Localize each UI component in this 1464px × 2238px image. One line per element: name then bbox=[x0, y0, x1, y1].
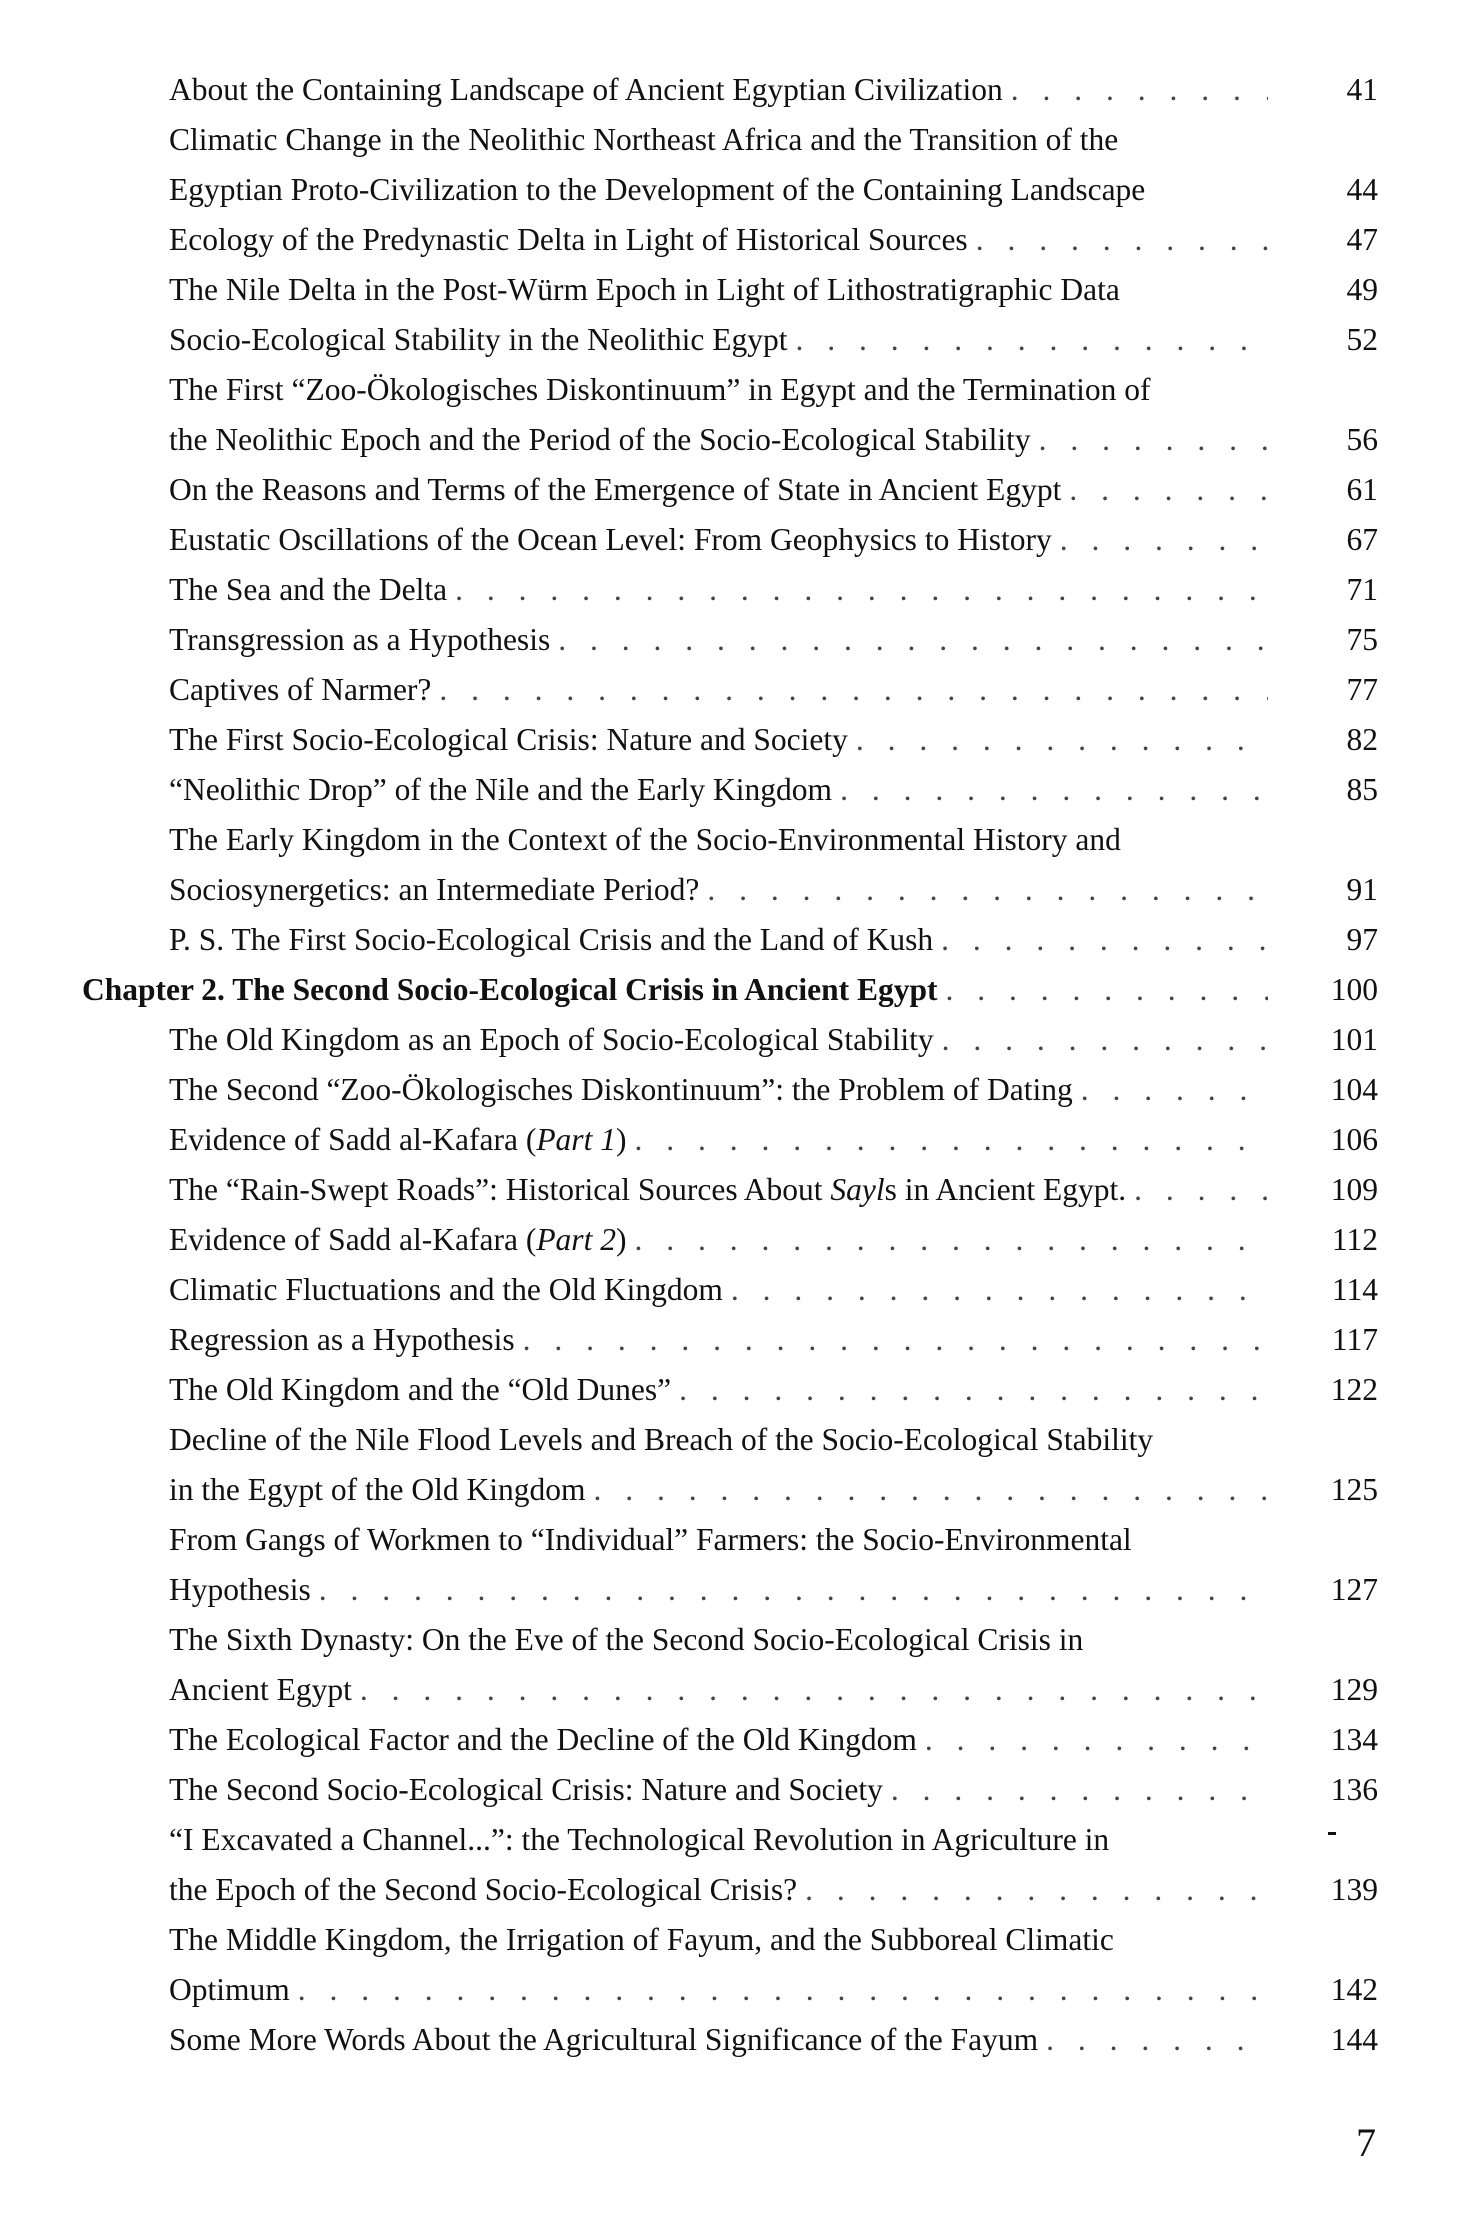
toc-entry-page: 97 bbox=[1346, 922, 1378, 957]
toc-entry-page: 139 bbox=[1330, 1872, 1378, 1907]
toc-entry-title: The Ecological Factor and the Decline of the Old Kingdom bbox=[169, 1722, 917, 1757]
toc-entry-title: The First Socio-Ecological Crisis: Nature and Society bbox=[169, 722, 848, 757]
toc-entry[interactable] bbox=[169, 515, 1378, 565]
toc-entry-page: 52 bbox=[1346, 322, 1378, 357]
toc-entry[interactable] bbox=[169, 1265, 1378, 1315]
toc-entry[interactable] bbox=[169, 765, 1378, 815]
toc-entry-title-line: The First “Zoo-Ökologisches Diskontinuum” in Egypt and the Termination of bbox=[169, 372, 1151, 407]
dot-leader bbox=[360, 1665, 1268, 1715]
toc-entry-title-line: “I Excavated a Channel...”: the Technological Revolution in Agriculture in bbox=[169, 1822, 1110, 1857]
toc-entry-title-line: Decline of the Nile Flood Levels and Breach of the Socio-Ecological Stability bbox=[169, 1422, 1154, 1457]
toc-entry[interactable] bbox=[169, 315, 1378, 365]
toc-entry-title: Evidence of Sadd al-Kafara (Part 1) bbox=[169, 1122, 627, 1157]
toc-entry-title-line: Ancient Egypt bbox=[169, 1672, 352, 1707]
dot-leader bbox=[634, 1115, 1268, 1165]
toc-entry-title: The Old Kingdom as an Epoch of Socio-Ecological Stability bbox=[169, 1022, 934, 1057]
toc-entry[interactable] bbox=[169, 2015, 1378, 2065]
toc-entry-title: Climatic Fluctuations and the Old Kingdom bbox=[169, 1272, 723, 1307]
toc-entry-page: 136 bbox=[1330, 1772, 1378, 1807]
toc-entry-title-line: the Neolithic Epoch and the Period of the Socio-Ecological Stability bbox=[169, 422, 1031, 457]
toc-entry-page: 144 bbox=[1330, 2022, 1378, 2057]
toc-entry[interactable] bbox=[169, 1915, 1378, 2015]
toc-entry-title: Regression as a Hypothesis bbox=[169, 1322, 515, 1357]
toc-entry-title: Captives of Narmer? bbox=[169, 672, 432, 707]
toc-entry-page: 47 bbox=[1346, 222, 1378, 257]
dot-leader bbox=[523, 1315, 1268, 1365]
toc-entry-title: Some More Words About the Agricultural Significance of the Fayum bbox=[169, 2022, 1039, 2057]
dot-leader bbox=[319, 1565, 1268, 1615]
dot-leader bbox=[707, 865, 1268, 915]
toc-entry[interactable] bbox=[169, 65, 1378, 115]
toc-entry-title: The Second Socio-Ecological Crisis: Nature and Society bbox=[169, 1772, 883, 1807]
toc-entry[interactable] bbox=[169, 465, 1378, 515]
toc-entry-title-line: Sociosynergetics: an Intermediate Period? bbox=[169, 872, 700, 907]
dot-leader bbox=[925, 1715, 1268, 1765]
dot-leader bbox=[840, 765, 1268, 815]
dot-leader bbox=[796, 315, 1268, 365]
toc-entry[interactable] bbox=[169, 915, 1378, 965]
toc-entry[interactable] bbox=[169, 665, 1378, 715]
toc-entry[interactable] bbox=[169, 615, 1378, 665]
toc-entry-title-line: The Sixth Dynasty: On the Eve of the Second Socio-Ecological Crisis in bbox=[169, 1622, 1084, 1657]
toc-entry-page: 125 bbox=[1330, 1472, 1378, 1507]
toc-entry-page: 41 bbox=[1346, 72, 1378, 107]
dot-leader bbox=[941, 915, 1268, 965]
dot-leader bbox=[634, 1215, 1268, 1265]
toc-entry[interactable] bbox=[169, 1765, 1378, 1815]
dot-leader bbox=[976, 215, 1268, 265]
dot-leader bbox=[455, 565, 1268, 615]
toc-entry[interactable] bbox=[169, 1365, 1378, 1415]
dot-leader bbox=[439, 665, 1268, 715]
toc-entry-title-line: the Epoch of the Second Socio-Ecological Crisis? bbox=[169, 1872, 798, 1907]
toc-entry-page: 77 bbox=[1346, 672, 1378, 707]
dot-leader bbox=[946, 965, 1268, 1015]
toc-entry-title: Evidence of Sadd al-Kafara (Part 2) bbox=[169, 1222, 627, 1257]
dot-leader bbox=[1134, 1165, 1268, 1215]
toc-entry-page: 49 bbox=[1346, 272, 1378, 307]
toc-entry-page: 61 bbox=[1346, 472, 1378, 507]
toc-entry-page: 127 bbox=[1330, 1572, 1378, 1607]
toc-entry-title: The Sea and the Delta bbox=[169, 572, 448, 607]
toc-entry-page: 91 bbox=[1346, 872, 1378, 907]
toc-entry-page: 109 bbox=[1330, 1172, 1378, 1207]
toc-entry[interactable] bbox=[169, 1415, 1378, 1515]
dot-leader bbox=[1081, 1065, 1268, 1115]
dot-leader bbox=[1011, 65, 1268, 115]
toc-entry-page: 67 bbox=[1346, 522, 1378, 557]
dot-leader bbox=[731, 1265, 1268, 1315]
toc-entry-page: 129 bbox=[1330, 1672, 1378, 1707]
toc-entry-page: 104 bbox=[1330, 1072, 1378, 1107]
dot-leader bbox=[856, 715, 1268, 765]
toc-entry-title: About the Containing Landscape of Ancient Egyptian Civilization bbox=[169, 72, 1003, 107]
toc-entry-title: The Nile Delta in the Post-Würm Epoch in Light of Lithostratigraphic Data bbox=[169, 272, 1120, 307]
toc-entry-title: The “Rain-Swept Roads”: Historical Sources About Sayls in Ancient Egypt. bbox=[169, 1172, 1127, 1207]
dot-leader bbox=[558, 615, 1268, 665]
toc-entry-page: 44 bbox=[1346, 172, 1378, 207]
toc-entry[interactable] bbox=[169, 265, 1378, 315]
toc-entry-title: Transgression as a Hypothesis bbox=[169, 622, 551, 657]
toc-entry-title-line: From Gangs of Workmen to “Individual” Farmers: the Socio-Environmental bbox=[169, 1522, 1132, 1557]
dot-leader bbox=[298, 1965, 1268, 2015]
toc-entry[interactable] bbox=[169, 1315, 1378, 1365]
toc-entry[interactable] bbox=[169, 565, 1378, 615]
toc-entry-title: The Old Kingdom and the “Old Dunes” bbox=[169, 1372, 672, 1407]
toc-entry-page: 112 bbox=[1331, 1222, 1378, 1257]
toc-entry-page: 122 bbox=[1330, 1372, 1378, 1407]
toc-entry[interactable] bbox=[169, 1015, 1378, 1065]
toc-entry-title-line: The Early Kingdom in the Context of the Socio-Environmental History and bbox=[169, 822, 1121, 857]
toc-entry-page: 114 bbox=[1331, 1272, 1378, 1307]
dot-leader bbox=[679, 1365, 1268, 1415]
toc-entry-title-line: in the Egypt of the Old Kingdom bbox=[169, 1472, 586, 1507]
toc-entry[interactable] bbox=[169, 365, 1378, 465]
toc-entry-title: The Second “Zoo-Ökologisches Diskontinuum”: the Problem of Dating bbox=[169, 1072, 1073, 1107]
dot-leader bbox=[1039, 415, 1268, 465]
toc-entry-title-line: The Middle Kingdom, the Irrigation of Fayum, and the Subboreal Climatic bbox=[169, 1922, 1114, 1957]
toc-entry[interactable] bbox=[169, 1615, 1378, 1715]
dot-leader bbox=[942, 1015, 1268, 1065]
toc-entry-title: P. S. The First Socio-Ecological Crisis and the Land of Kush bbox=[169, 922, 934, 957]
toc-entry-page: 71 bbox=[1346, 572, 1378, 607]
dot-leader bbox=[805, 1865, 1268, 1915]
toc-entry[interactable] bbox=[169, 815, 1378, 915]
toc-entry[interactable] bbox=[169, 1115, 1378, 1165]
toc-entry-page: 106 bbox=[1330, 1122, 1378, 1157]
toc-entry-title-line: Climatic Change in the Neolithic Northeast Africa and the Transition of the bbox=[169, 122, 1119, 157]
dot-leader bbox=[1069, 465, 1268, 515]
toc-entry-page: 134 bbox=[1330, 1722, 1378, 1757]
toc-entry-title: On the Reasons and Terms of the Emergence of State in Ancient Egypt bbox=[169, 472, 1062, 507]
toc-entry[interactable] bbox=[169, 115, 1378, 215]
toc-entry-page: 75 bbox=[1346, 622, 1378, 657]
toc-entry-page: 142 bbox=[1330, 1972, 1378, 2007]
toc-entry-page: 82 bbox=[1346, 722, 1378, 757]
toc-chapter-heading[interactable] bbox=[82, 965, 1378, 1015]
toc-entry[interactable] bbox=[169, 1215, 1378, 1265]
dot-leader bbox=[1046, 2015, 1268, 2065]
dot-leader bbox=[593, 1465, 1268, 1515]
toc-entry[interactable] bbox=[169, 1715, 1378, 1765]
toc-entry-title: Socio-Ecological Stability in the Neolithic Egypt bbox=[169, 322, 788, 357]
toc-entry-title: “Neolithic Drop” of the Nile and the Early Kingdom bbox=[169, 772, 833, 807]
toc-entry-title: Eustatic Oscillations of the Ocean Level: From Geophysics to History bbox=[169, 522, 1052, 557]
dot-leader bbox=[1060, 515, 1268, 565]
toc-entry-page: 100 bbox=[1330, 972, 1378, 1007]
toc-entry-title: Ecology of the Predynastic Delta in Light of Historical Sources bbox=[169, 222, 968, 257]
toc-entry-page: 117 bbox=[1331, 1322, 1378, 1357]
toc-entry[interactable] bbox=[169, 715, 1378, 765]
toc-entry[interactable] bbox=[169, 215, 1378, 265]
toc-entry[interactable] bbox=[169, 1515, 1378, 1615]
toc-entry[interactable] bbox=[169, 1165, 1378, 1215]
toc-entry-title-line: Hypothesis bbox=[169, 1572, 311, 1607]
toc-entry-title-line: Optimum bbox=[169, 1972, 290, 2007]
toc-entry-page: 56 bbox=[1346, 422, 1378, 457]
dot-leader bbox=[891, 1765, 1268, 1815]
toc-entry-page: 101 bbox=[1330, 1022, 1378, 1057]
toc-entry[interactable] bbox=[169, 1815, 1378, 1915]
toc-entry[interactable] bbox=[169, 1065, 1378, 1115]
chapter-title: Chapter 2. The Second Socio-Ecological Crisis in Ancient Egypt bbox=[82, 972, 938, 1007]
toc-entry-title-line: Egyptian Proto-Civilization to the Development of the Containing Landscape bbox=[169, 172, 1146, 207]
page-number: 7 bbox=[1356, 2120, 1376, 2165]
print-artifact-mark bbox=[1328, 1832, 1336, 1835]
toc-entry-page: 85 bbox=[1346, 772, 1378, 807]
